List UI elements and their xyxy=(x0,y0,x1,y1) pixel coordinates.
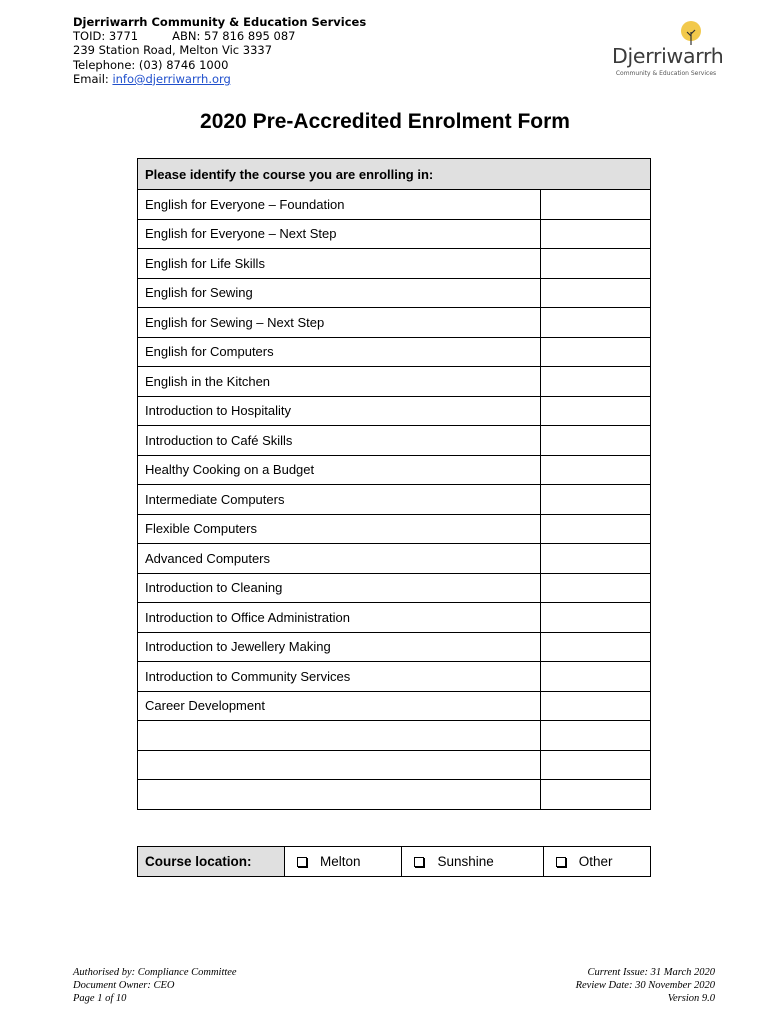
course-name: English for Everyone – Foundation xyxy=(138,190,541,220)
course-select-cell[interactable] xyxy=(541,485,651,515)
course-row xyxy=(138,514,651,544)
course-row xyxy=(138,278,651,308)
course-select-cell[interactable] xyxy=(541,514,651,544)
course-row xyxy=(138,780,651,810)
course-select-cell[interactable] xyxy=(541,426,651,456)
course-select-cell[interactable] xyxy=(541,544,651,574)
review-date: Review Date: 30 November 2020 xyxy=(575,980,715,991)
id-line xyxy=(73,29,366,43)
course-name: Healthy Cooking on a Budget xyxy=(138,455,541,485)
course-name: Introduction to Hospitality xyxy=(138,396,541,426)
course-name xyxy=(138,780,541,810)
course-name xyxy=(138,721,541,751)
course-table xyxy=(137,158,651,810)
location-option-sunshine[interactable] xyxy=(402,847,543,877)
course-select-cell[interactable] xyxy=(541,721,651,751)
sun-tree-icon xyxy=(678,20,704,46)
course-name: Flexible Computers xyxy=(138,514,541,544)
location-option-label: Sunshine xyxy=(437,854,494,869)
course-row xyxy=(138,632,651,662)
location-row xyxy=(138,847,651,877)
course-name: English for Life Skills xyxy=(138,249,541,279)
toid: TOID: 3771 xyxy=(73,29,139,44)
course-select-cell[interactable] xyxy=(541,367,651,397)
course-select-cell[interactable] xyxy=(541,455,651,485)
course-row xyxy=(138,485,651,515)
course-row xyxy=(138,426,651,456)
authorised-by: Authorised by: Compliance Committee xyxy=(73,967,237,978)
logo-name: Djerriwarrh xyxy=(612,44,724,68)
address: 239 Station Road, Melton Vic 3337 xyxy=(73,43,273,58)
course-select-cell[interactable] xyxy=(541,278,651,308)
course-row xyxy=(138,367,651,397)
telephone: Telephone: (03) 8746 1000 xyxy=(73,57,229,72)
course-row xyxy=(138,691,651,721)
course-name: Introduction to Café Skills xyxy=(138,426,541,456)
course-select-cell[interactable] xyxy=(541,750,651,780)
course-table-header: Please identify the course you are enrolling in: xyxy=(138,159,651,190)
document-owner: Document Owner: CEO xyxy=(73,980,175,991)
course-select-cell[interactable] xyxy=(541,632,651,662)
course-select-cell[interactable] xyxy=(541,691,651,721)
checkbox-icon[interactable] xyxy=(297,857,307,867)
course-row xyxy=(138,219,651,249)
course-row xyxy=(138,190,651,220)
location-option-label: Other xyxy=(578,854,613,869)
location-option-melton[interactable] xyxy=(285,847,402,877)
organisation-details xyxy=(73,15,366,86)
abn: ABN: 57 816 895 087 xyxy=(172,29,296,44)
course-select-cell[interactable] xyxy=(541,190,651,220)
course-name: Introduction to Cleaning xyxy=(138,573,541,603)
course-row xyxy=(138,662,651,692)
course-name: English for Sewing xyxy=(138,278,541,308)
email-label: Email: xyxy=(73,71,113,86)
course-row xyxy=(138,603,651,633)
course-select-cell[interactable] xyxy=(541,573,651,603)
location-label: Course location: xyxy=(138,847,285,877)
course-row xyxy=(138,249,651,279)
course-select-cell[interactable] xyxy=(541,603,651,633)
course-row xyxy=(138,455,651,485)
course-table-body xyxy=(138,190,651,810)
footer-right xyxy=(576,966,715,1005)
location-option-label: Melton xyxy=(320,854,361,869)
course-name: English for Everyone – Next Step xyxy=(138,219,541,249)
course-select-cell[interactable] xyxy=(541,662,651,692)
course-name: English for Computers xyxy=(138,337,541,367)
course-row xyxy=(138,396,651,426)
logo-tagline: Community & Education Services xyxy=(615,70,717,77)
djerriwarrh-logo xyxy=(612,20,722,80)
org-name: Djerriwarrh Community & Education Services xyxy=(73,15,367,29)
footer-left xyxy=(73,966,237,1005)
course-select-cell[interactable] xyxy=(541,308,651,338)
course-name: English in the Kitchen xyxy=(138,367,541,397)
location-table xyxy=(137,846,651,877)
course-select-cell[interactable] xyxy=(541,396,651,426)
course-name: Advanced Computers xyxy=(138,544,541,574)
form-title: 2020 Pre-Accredited Enrolment Form xyxy=(200,110,570,133)
course-row xyxy=(138,337,651,367)
course-name: English for Sewing – Next Step xyxy=(138,308,541,338)
current-issue: Current Issue: 31 March 2020 xyxy=(587,967,715,978)
page-number: Page 1 of 10 xyxy=(73,993,127,1004)
course-name xyxy=(138,750,541,780)
course-select-cell[interactable] xyxy=(541,337,651,367)
course-row xyxy=(138,721,651,751)
course-name: Career Development xyxy=(138,691,541,721)
email-link[interactable]: info@djerriwarrh.org xyxy=(112,71,231,86)
email-line xyxy=(73,72,366,86)
course-name: Introduction to Jewellery Making xyxy=(138,632,541,662)
course-row xyxy=(138,750,651,780)
course-row xyxy=(138,544,651,574)
location-option-other[interactable] xyxy=(543,847,650,877)
course-name: Introduction to Office Administration xyxy=(138,603,541,633)
course-row xyxy=(138,308,651,338)
checkbox-icon[interactable] xyxy=(556,857,566,867)
version: Version 9.0 xyxy=(667,993,715,1004)
course-name: Intermediate Computers xyxy=(138,485,541,515)
course-table-header-row xyxy=(138,159,651,190)
course-name: Introduction to Community Services xyxy=(138,662,541,692)
course-select-cell[interactable] xyxy=(541,780,651,810)
course-select-cell[interactable] xyxy=(541,249,651,279)
checkbox-icon[interactable] xyxy=(414,857,424,867)
course-row xyxy=(138,573,651,603)
course-select-cell[interactable] xyxy=(541,219,651,249)
